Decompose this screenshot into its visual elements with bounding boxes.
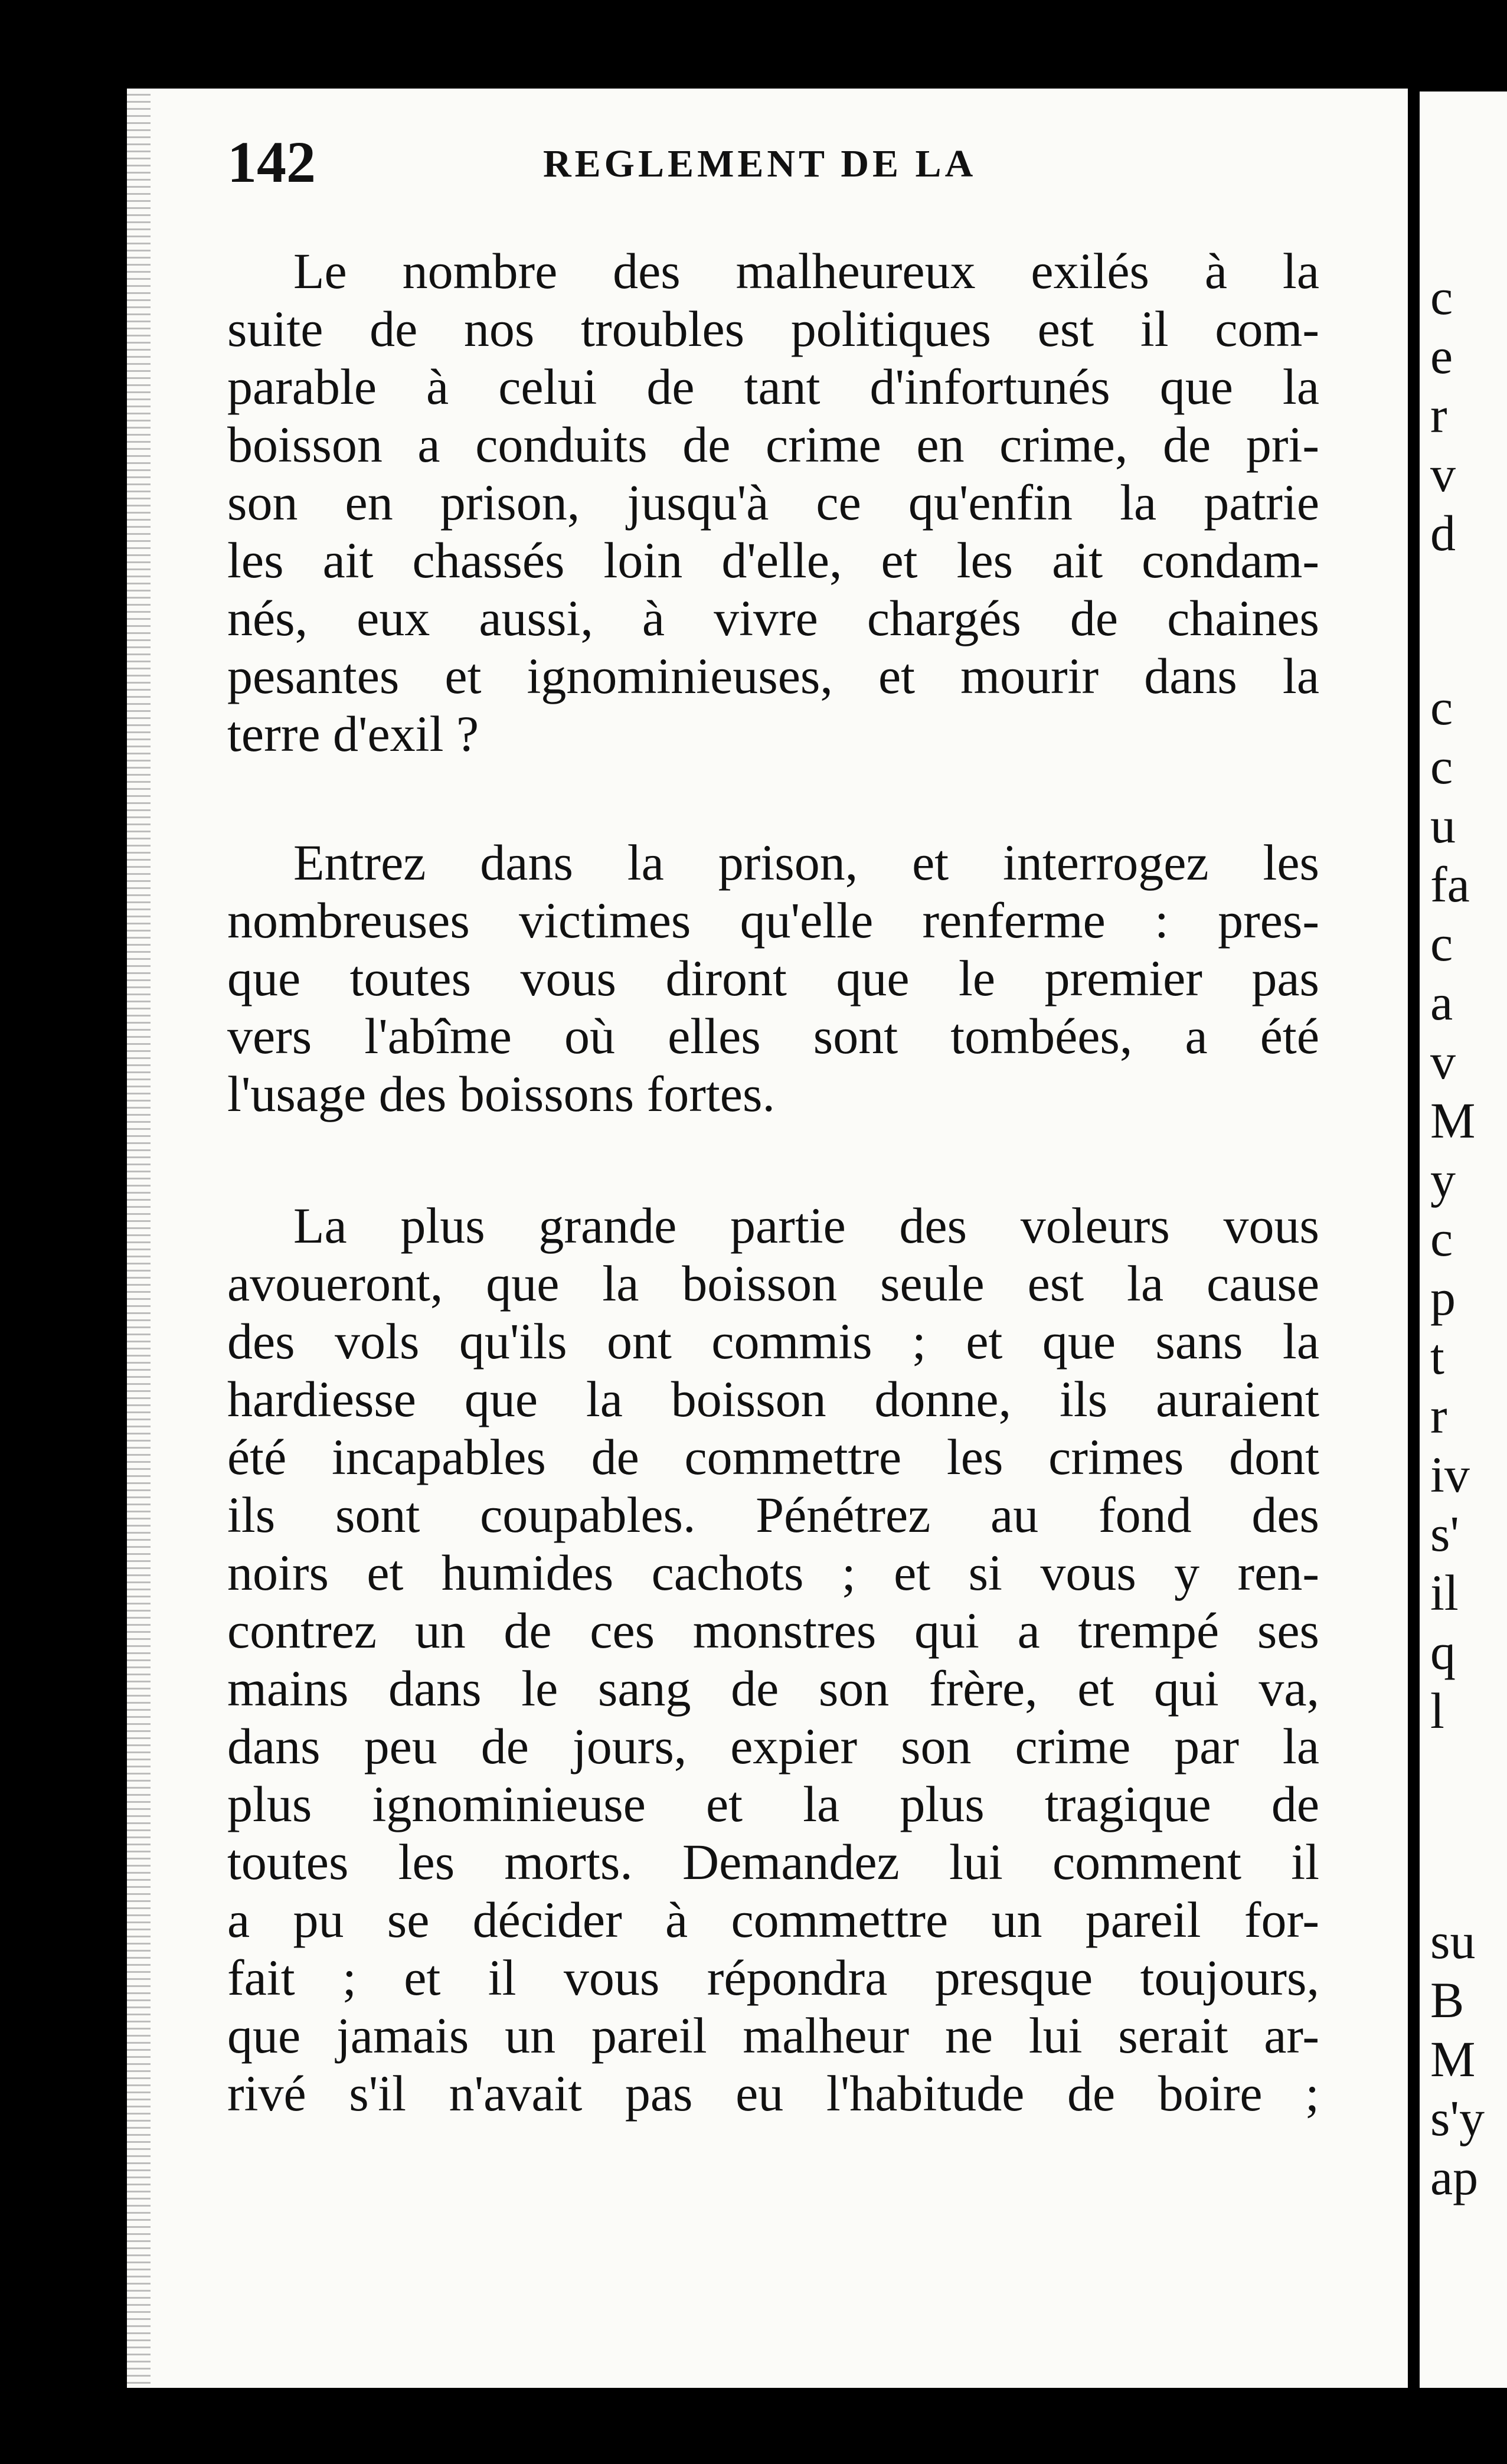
adjacent-page-fragment: r [1430,387,1447,443]
text-line: mains dans le sang de son frère, et qui va, [227,1660,1319,1717]
adjacent-page-fragment: r [1430,1387,1447,1444]
adjacent-page-fragment: e [1430,328,1453,384]
page-number: 142 [227,129,316,195]
text-line: dans peu de jours, expier son crime par la [227,1718,1319,1775]
adjacent-page-fragment: c [1430,1210,1453,1267]
text-line: hardiesse que la boisson donne, ils auraient [227,1371,1319,1427]
text-line: noirs et humides cachots ; et si vous y ren- [227,1544,1319,1601]
adjacent-page-fragment: su [1430,1913,1476,1969]
adjacent-page-fragment: ap [1430,2149,1479,2205]
text-line: a pu se décider à commettre un pareil for- [227,1891,1319,1948]
text-line: boisson a conduits de crime en crime, de pri- [227,416,1319,473]
text-line: suite de nos troubles politiques est il com- [227,300,1319,357]
adjacent-page-fragment: B [1430,1972,1464,2028]
text-line: son en prison, jusqu'à ce qu'enfin la patrie [227,474,1319,531]
adjacent-page-fragment: y [1430,1151,1456,1208]
page-header [227,129,1319,198]
text-line: Entrez dans la prison, et interrogez les [293,834,1319,891]
adjacent-page-fragment: v [1430,446,1456,502]
paragraph [227,242,1319,763]
text-line: des vols qu'ils ont commis ; et que sans la [227,1313,1319,1370]
adjacent-page-fragment: iv [1430,1446,1470,1503]
adjacent-page-fragment: a [1430,974,1453,1031]
text-line: vers l'abîme où elles sont tombées, a été [227,1008,1319,1064]
text-line: contrez un de ces monstres qui a trempé ses [227,1602,1319,1659]
adjacent-page-fragment: l [1430,1682,1444,1739]
text-line: La plus grande partie des voleurs vous [293,1197,1319,1254]
text-line: nés, eux aussi, à vivre chargés de chaines [227,590,1319,646]
text-line: rivé s'il n'avait pas eu l'habitude de boire ; [227,2065,1319,2122]
text-line: été incapables de commettre les crimes dont [227,1429,1319,1485]
adjacent-page-fragment: p [1430,1269,1456,1326]
adjacent-page-fragment: M [1430,1092,1476,1149]
text-line: les ait chassés loin d'elle, et les ait condam- [227,532,1319,589]
page-gutter-shadow [127,89,151,2388]
adjacent-page-fragment: c [1430,679,1453,736]
text-line: plus ignominieuse et la plus tragique de [227,1776,1319,1832]
adjacent-page-fragment: u [1430,797,1456,854]
adjacent-page-fragment: fa [1430,856,1470,913]
adjacent-page-fragment: d [1430,505,1456,561]
adjacent-page-fragment: M [1430,2031,1476,2087]
adjacent-page-fragment: t [1430,1328,1444,1385]
text-line: pesantes et ignominieuses, et mourir dans la [227,648,1319,704]
text-line: que jamais un pareil malheur ne lui serait ar- [227,2007,1319,2064]
text-line: que toutes vous diront que le premier pas [227,950,1319,1006]
running-head: REGLEMENT DE LA [543,142,977,185]
adjacent-page-fragment: s' [1430,1505,1459,1562]
text-line: nombreuses victimes qu'elle renferme : pres- [227,892,1319,949]
text-line: avoueront, que la boisson seule est la cause [227,1255,1319,1312]
adjacent-page-fragment: s'y [1430,2090,1485,2146]
body-text [227,242,1319,2192]
text-line: fait ; et il vous répondra presque toujours, [227,1949,1319,2006]
adjacent-page-edge [1420,91,1507,2388]
paragraph [227,834,1319,1123]
paragraph [227,1197,1319,2122]
text-line: l'usage des boissons fortes. [227,1066,775,1122]
text-line: toutes les morts. Demandez lui comment il [227,1834,1319,1890]
text-line: ils sont coupables. Pénétrez au fond des [227,1486,1319,1543]
adjacent-page-fragment: c [1430,915,1453,972]
adjacent-page-fragment: c [1430,269,1453,325]
adjacent-page-fragment: q [1430,1623,1456,1680]
text-line: parable à celui de tant d'infortunés que la [227,358,1319,415]
text-line: Le nombre des malheureux exilés à la [293,243,1319,299]
adjacent-page-fragment: c [1430,738,1453,795]
adjacent-page-fragment: v [1430,1033,1456,1090]
text-line: terre d'exil ? [227,705,479,762]
adjacent-page-fragment: il [1430,1564,1459,1621]
